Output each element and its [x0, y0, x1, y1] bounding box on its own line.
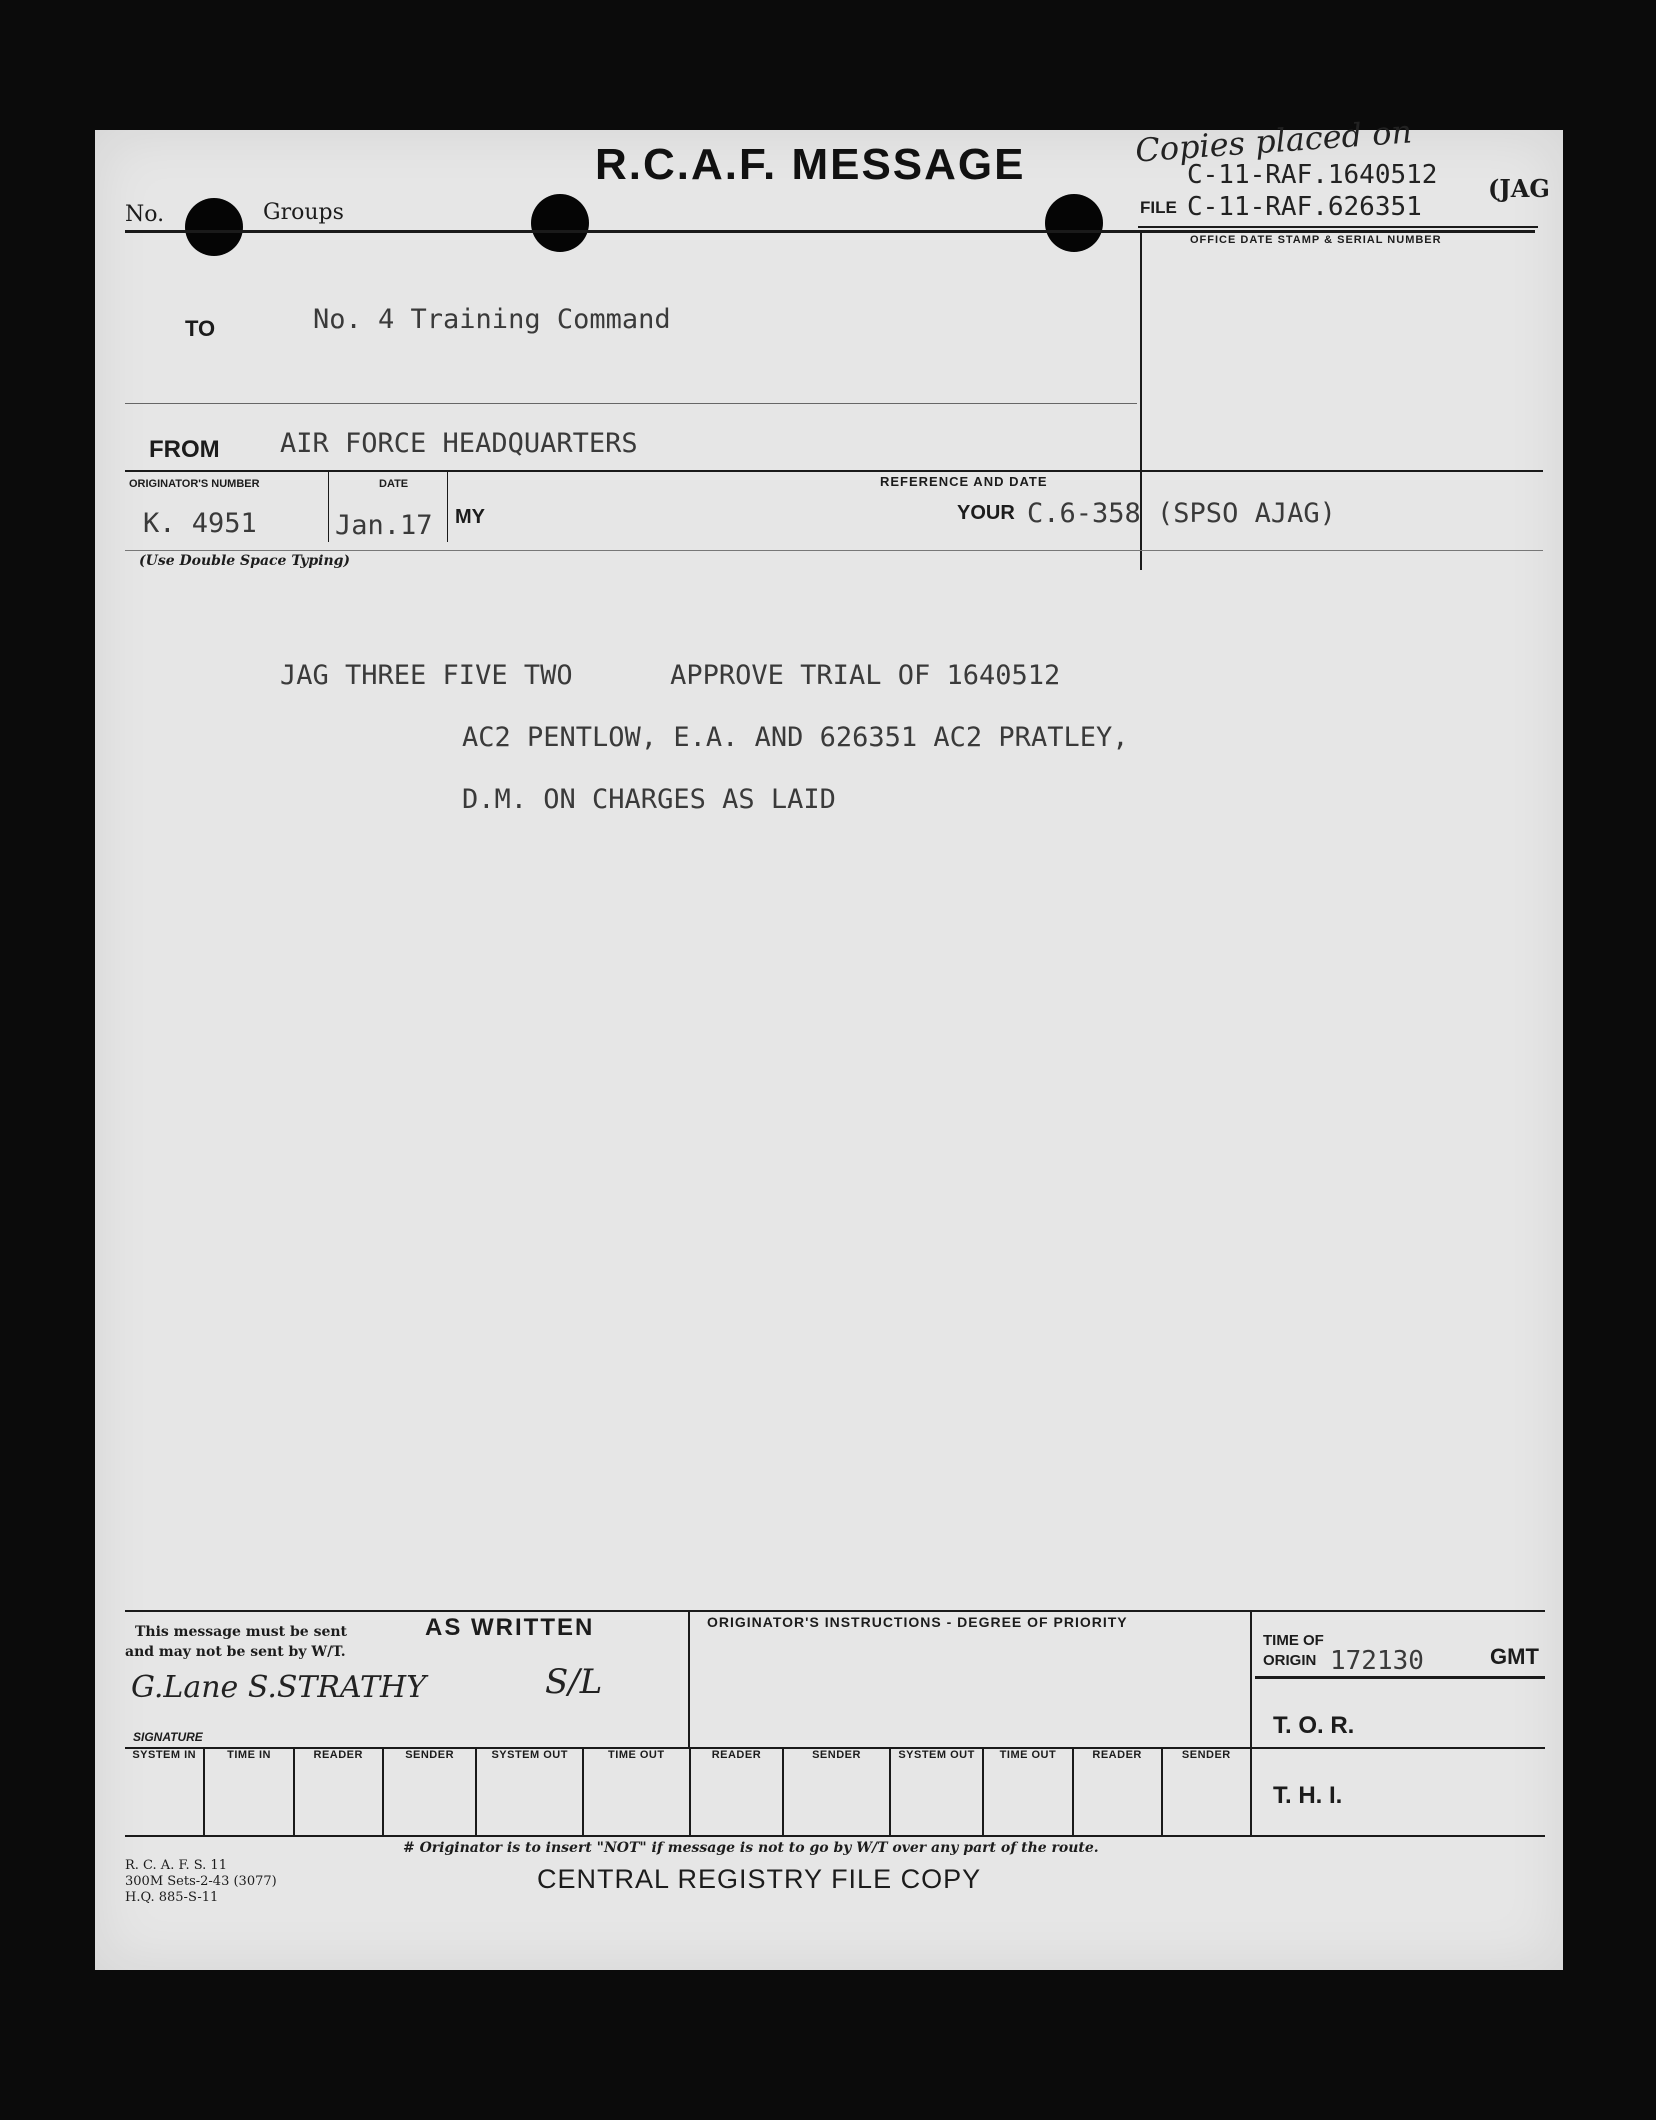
no-label: No. — [125, 202, 165, 227]
routing-column: TIME OUT — [984, 1749, 1073, 1835]
punch-hole-left — [185, 198, 243, 256]
as-written-text: AS WRITTEN — [425, 1614, 595, 1641]
my-label: MY — [455, 506, 485, 528]
form-title: R.C.A.F. MESSAGE — [595, 140, 1026, 189]
typing-note: (Use Double Space Typing) — [139, 553, 351, 569]
routing-column: SYSTEM IN — [125, 1749, 205, 1835]
from-label: FROM — [149, 436, 220, 463]
originator-number-label: ORIGINATOR'S NUMBER — [129, 478, 260, 490]
routing-column: SYSTEM OUT — [891, 1749, 985, 1835]
routing-columns — [125, 1749, 1250, 1835]
this-message-text: This message must be sent — [135, 1624, 348, 1640]
time-of-origin-value: 172130 — [1330, 1646, 1424, 1676]
to-value: No. 4 Training Command — [313, 304, 671, 335]
your-label: YOUR — [957, 502, 1015, 524]
routing-column: SENDER — [384, 1749, 478, 1835]
originator-note: # Originator is to insert "NOT" if message is not to go by W/T over any part of the route. — [403, 1840, 1099, 1856]
file-suffix: (JAG — [1488, 174, 1550, 203]
form-code-3: H.Q. 885-S-11 — [125, 1890, 219, 1905]
routing-column: TIME IN — [205, 1749, 294, 1835]
office-stamp-label: OFFICE DATE STAMP & SERIAL NUMBER — [1190, 234, 1442, 246]
central-registry-label: CENTRAL REGISTRY FILE COPY — [537, 1864, 982, 1894]
punch-hole-center — [531, 194, 589, 252]
to-label: TO — [185, 316, 216, 341]
originator-number-value: K. 4951 — [143, 508, 257, 539]
file-number-2: C-11-RAF.626351 — [1187, 192, 1422, 222]
from-value: AIR FORCE HEADQUARTERS — [280, 428, 638, 459]
date-label: DATE — [379, 478, 409, 490]
routing-column: READER — [295, 1749, 384, 1835]
gmt-label: GMT — [1490, 1644, 1539, 1669]
routing-column: TIME OUT — [584, 1749, 691, 1835]
thi-label: T. H. I. — [1273, 1782, 1343, 1809]
routing-column: READER — [691, 1749, 785, 1835]
handwritten-note: Copies placed on — [1134, 112, 1414, 170]
routing-column: READER — [1074, 1749, 1163, 1835]
groups-label: Groups — [263, 200, 344, 225]
originator-instructions: ORIGINATOR'S INSTRUCTIONS - DEGREE OF PRIORITY — [707, 1614, 1128, 1630]
tor-label: T. O. R. — [1273, 1712, 1355, 1739]
punch-hole-right — [1045, 194, 1103, 252]
date-value: Jan.17 — [335, 510, 433, 541]
form-code-2: 300M Sets-2-43 (3077) — [125, 1874, 277, 1889]
file-label: FILE — [1140, 198, 1177, 217]
time-of-origin-label-2: ORIGIN — [1263, 1652, 1317, 1669]
reference-value: C.6-358 (SPSO AJAG) — [1027, 498, 1336, 529]
message-line-2: AC2 PENTLOW, E.A. AND 626351 AC2 PRATLEY, — [462, 722, 1129, 753]
and-may-text: and may not be sent by W/T. — [125, 1644, 346, 1660]
routing-column: SENDER — [784, 1749, 891, 1835]
signature-suffix: S/L — [545, 1662, 603, 1702]
file-number-1: C-11-RAF.1640512 — [1187, 160, 1438, 190]
form-code-1: R. C. A. F. S. 11 — [125, 1858, 227, 1873]
message-line-1: JAG THREE FIVE TWO APPROVE TRIAL OF 1640512 — [280, 660, 1061, 691]
reference-label: REFERENCE AND DATE — [880, 474, 1048, 489]
time-of-origin-label-1: TIME OF — [1263, 1632, 1324, 1649]
signature-label: SIGNATURE — [133, 1730, 203, 1744]
signature: G.Lane S.STRATHY — [131, 1670, 427, 1705]
routing-column: SENDER — [1181, 1749, 1231, 1761]
routing-column: SYSTEM OUT — [477, 1749, 584, 1835]
message-line-3: D.M. ON CHARGES AS LAID — [462, 784, 836, 815]
message-form — [95, 112, 1563, 1970]
